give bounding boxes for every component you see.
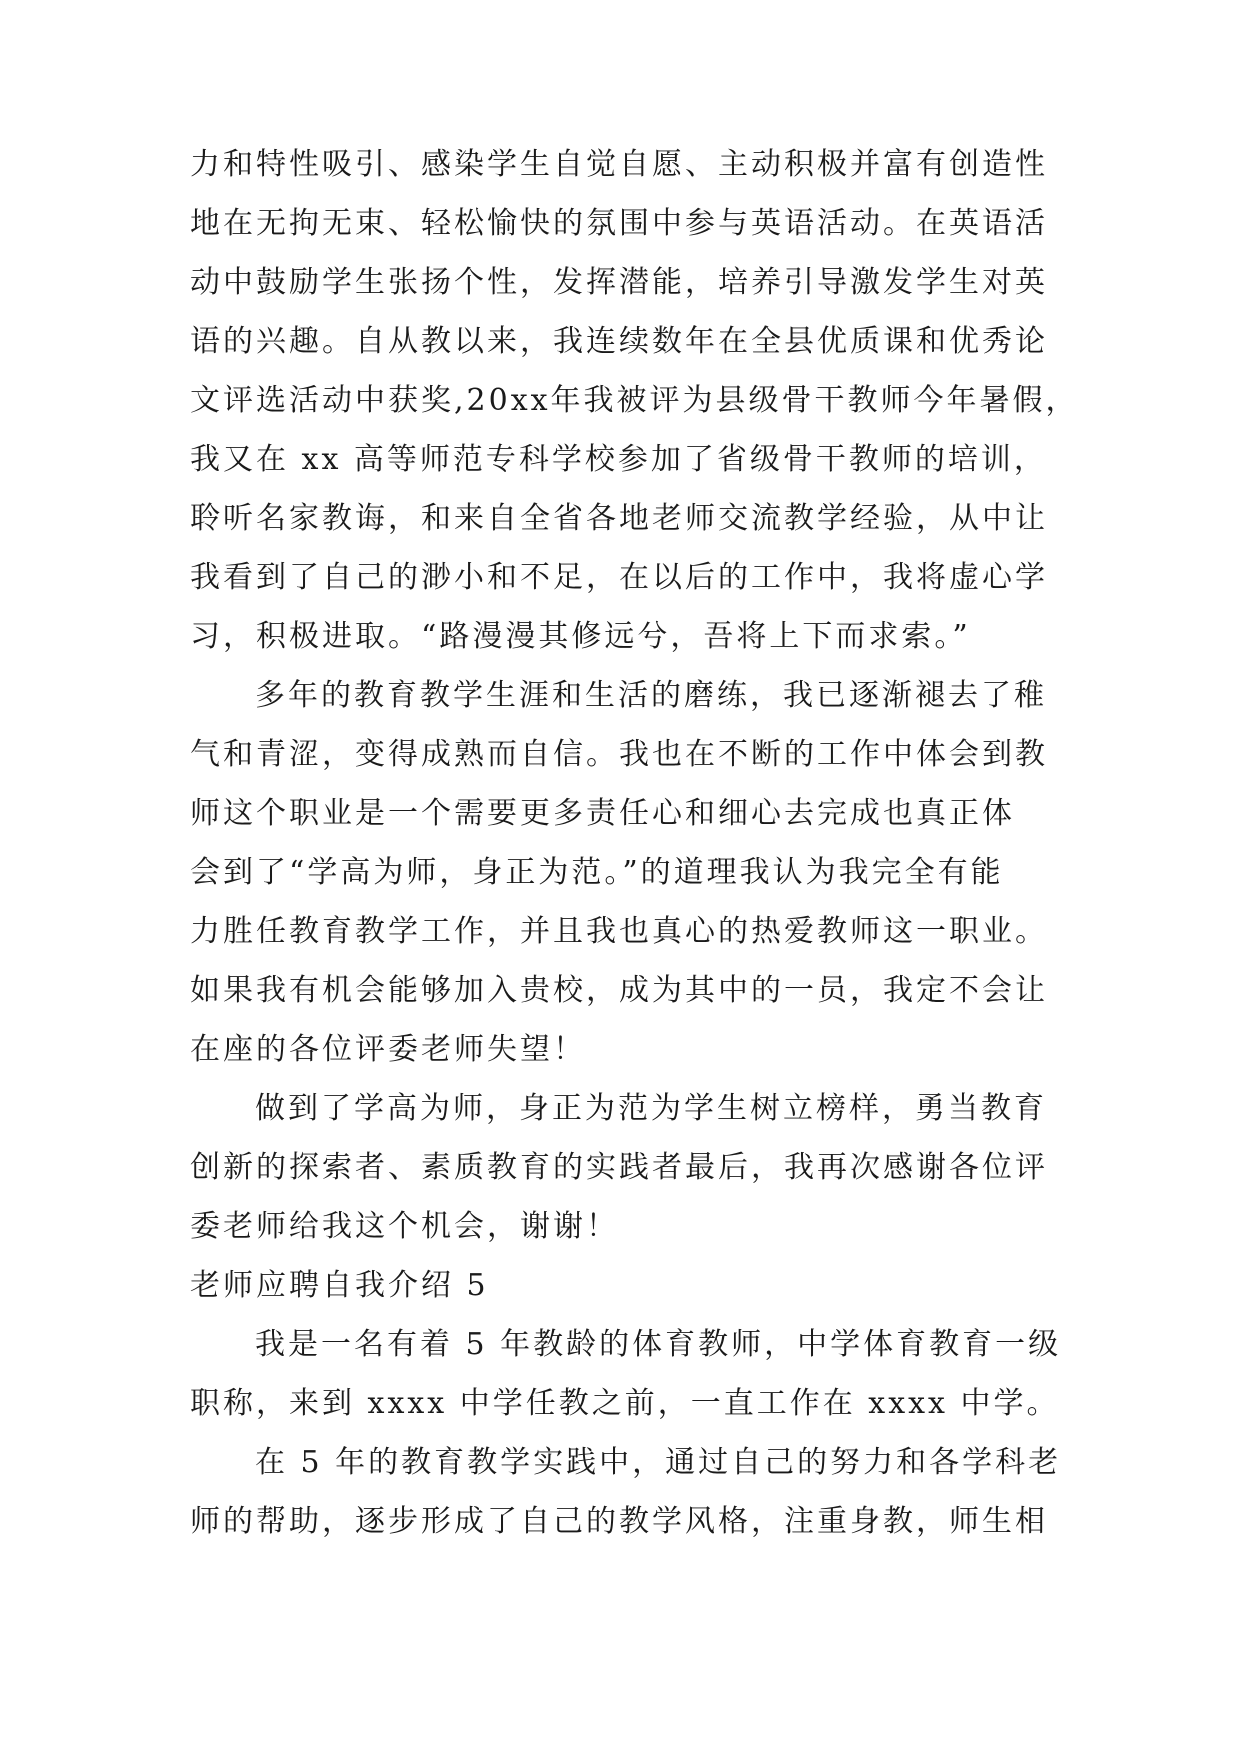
text-line: 力和特性吸引、感染学生自觉自愿、主动积极并富有创造性 [190, 147, 1048, 182]
text-line: 师这个职业是一个需要更多责任心和细心去完成也真正体 [190, 796, 1015, 831]
text-line: 职称，来到 xxxx 中学任教之前，一直工作在 xxxx 中学。 [190, 1386, 1060, 1421]
text-line: 我又在 xx 高等师范专科学校参加了省级骨干教师的培训， [190, 442, 1047, 477]
text-line: 力胜任教育教学工作，并且我也真心的热爱教师这一职业。 [190, 914, 1048, 949]
text-line: 动中鼓励学生张扬个性，发挥潜能，培养引导激发学生对英 [190, 265, 1048, 300]
text-line: 聆听名家教诲，和来自全省各地老师交流教学经验，从中让 [190, 501, 1048, 536]
paragraph-first-line: 我是一名有着 5 年教龄的体育教师，中学体育教育一级 [255, 1327, 1062, 1362]
text-line: 气和青涩，变得成熟而自信。我也在不断的工作中体会到教 [190, 737, 1048, 772]
text-line: 习，积极进取。“路漫漫其修远兮，吾将上下而求索。” [190, 619, 971, 654]
paragraph-first-line: 做到了学高为师，身正为范为学生树立榜样，勇当教育 [255, 1091, 1047, 1126]
text-line: 师的帮助，逐步形成了自己的教学风格，注重身教，师生相 [190, 1504, 1048, 1539]
text-line: 语的兴趣。自从教以来，我连续数年在全县优质课和优秀论 [190, 324, 1048, 359]
paragraph-first-line: 多年的教育教学生涯和生活的磨练，我已逐渐褪去了稚 [255, 678, 1047, 713]
text-line: 创新的探索者、素质教育的实践者最后，我再次感谢各位评 [190, 1150, 1048, 1185]
text-line: 我看到了自己的渺小和不足，在以后的工作中，我将虚心学 [190, 560, 1048, 595]
text-line: 会到了“学高为师，身正为范。”的道理我认为我完全有能 [190, 855, 1004, 890]
text-line: 如果我有机会能够加入贵校，成为其中的一员，我定不会让 [190, 973, 1048, 1008]
section-heading: 老师应聘自我介绍 5 [190, 1268, 489, 1303]
text-line: 文评选活动中获奖,20xx年我被评为县级骨干教师今年暑假， [190, 383, 1079, 418]
text-line: 委老师给我这个机会，谢谢！ [190, 1209, 619, 1244]
text-line: 在座的各位评委老师失望！ [190, 1032, 586, 1067]
text-line: 地在无拘无束、轻松愉快的氛围中参与英语活动。在英语活 [190, 206, 1048, 241]
paragraph-first-line: 在 5 年的教育教学实践中，通过自己的努力和各学科老 [255, 1445, 1062, 1480]
